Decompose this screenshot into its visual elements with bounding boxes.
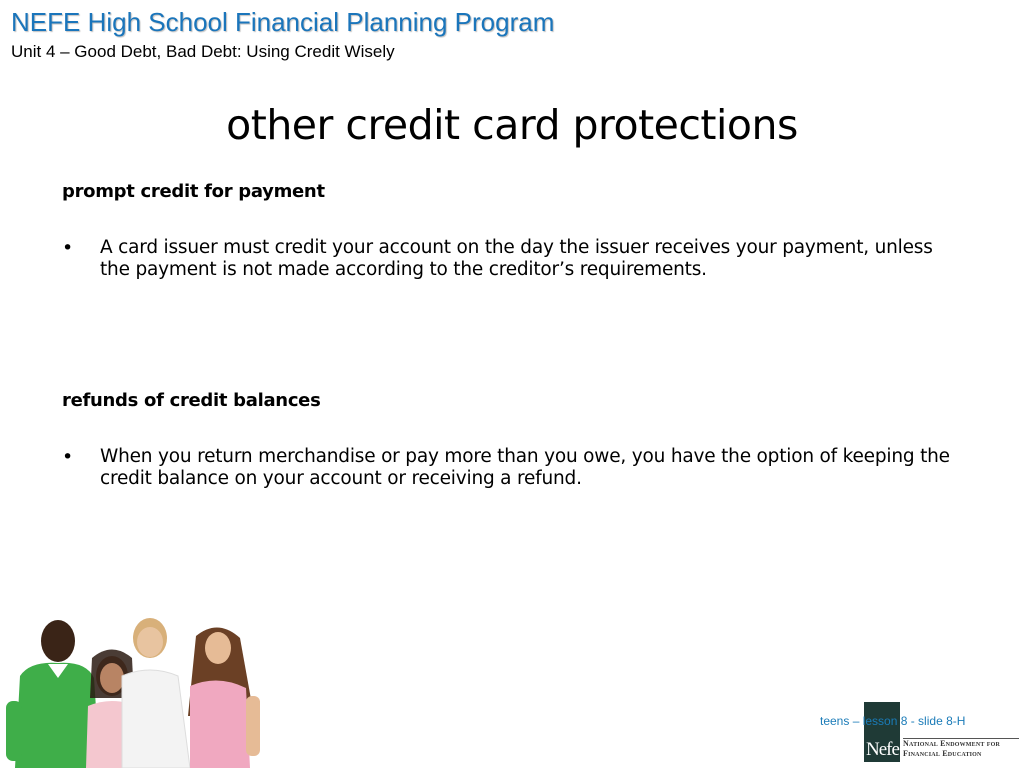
- unit-subtitle: Unit 4 – Good Debt, Bad Debt: Using Credit Wisely: [11, 42, 395, 61]
- teens-group-photo: [0, 606, 270, 768]
- section-heading-refunds: refunds of credit balances: [62, 390, 321, 411]
- nefe-logo-name: [903, 739, 1021, 759]
- nefe-logo-word: Nefe: [866, 739, 899, 760]
- bullet-dot: •: [62, 446, 74, 468]
- logo-name-line1: National Endowment for: [903, 739, 1001, 748]
- bullet-text: When you return merchandise or pay more than you owe, you have the option of keeping the credit balance on your account or receiving a refund.: [100, 446, 950, 489]
- slide-title: other credit card protections: [226, 101, 798, 149]
- bullet-dot: •: [62, 237, 74, 259]
- logo-name-line2: Financial Education: [903, 749, 982, 758]
- slide-reference: teens – lesson 8 - slide 8-H: [820, 714, 966, 728]
- program-title: NEFE High School Financial Planning Program: [11, 7, 555, 37]
- bullet-text: A card issuer must credit your account on the day the issuer receives your payment, unless the payment is not made according to the creditor’s requirements.: [100, 237, 933, 280]
- section-heading-prompt-credit: prompt credit for payment: [62, 181, 325, 202]
